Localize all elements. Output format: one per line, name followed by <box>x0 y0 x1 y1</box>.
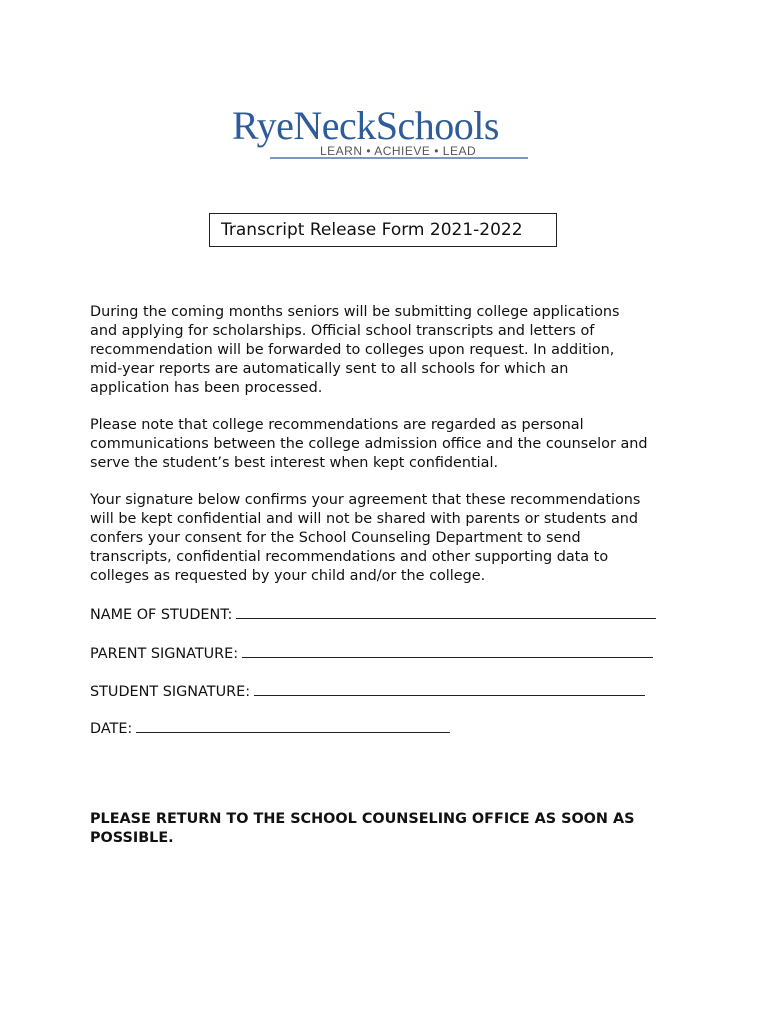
intro-paragraph <box>90 303 690 398</box>
form-title: Transcript Release Form 2021-2022 <box>209 213 557 247</box>
date-label: DATE: <box>90 721 133 737</box>
rye-neck-schools-logo <box>0 0 770 170</box>
paragraph-line: recommendation will be forwarded to colleges upon request. In addition, <box>90 342 615 358</box>
return-notice: PLEASE RETURN TO THE SCHOOL COUNSELING OFFICE AS SOON AS POSSIBLE. <box>90 811 635 846</box>
logo-tagline: LEARN • ACHIEVE • LEAD <box>320 144 477 158</box>
paragraph-line: will be kept confidential and will not be shared with parents or students and <box>90 511 639 527</box>
consent-paragraph <box>90 491 690 586</box>
parent-signature-line[interactable] <box>242 643 653 658</box>
student-name-field <box>90 604 656 625</box>
paragraph-line: confers your consent for the School Counseling Department to send <box>90 530 581 546</box>
paragraph-line: serve the student’s best interest when kept confidential. <box>90 455 499 471</box>
student-signature-field <box>90 681 645 702</box>
paragraph-line: Please note that college recommendations are regarded as personal <box>90 417 584 433</box>
paragraph-line: mid-year reports are automatically sent to all schools for which an <box>90 361 569 377</box>
paragraph-line: During the coming months seniors will be submitting college applications <box>90 304 620 320</box>
student-signature-line[interactable] <box>254 681 645 696</box>
student-name-label: NAME OF STUDENT: <box>90 607 233 623</box>
student-name-line[interactable] <box>236 604 656 619</box>
parent-signature-field <box>90 643 653 664</box>
paragraph-line: and applying for scholarships. Official school transcripts and letters of <box>90 323 595 339</box>
paragraph-line: transcripts, confidential recommendations and other supporting data to <box>90 549 609 565</box>
paragraph-line: application has been processed. <box>90 380 323 396</box>
logo-wordmark: RyeNeckSchools <box>232 103 499 148</box>
parent-signature-label: PARENT SIGNATURE: <box>90 646 239 662</box>
date-field <box>90 718 450 739</box>
date-line[interactable] <box>136 718 450 733</box>
paragraph-line: Your signature below confirms your agreement that these recommendations <box>90 492 641 508</box>
student-signature-label: STUDENT SIGNATURE: <box>90 684 251 700</box>
paragraph-line: colleges as requested by your child and/or the college. <box>90 568 486 584</box>
confidentiality-paragraph <box>90 416 690 473</box>
paragraph-line: communications between the college admission office and the counselor and <box>90 436 648 452</box>
